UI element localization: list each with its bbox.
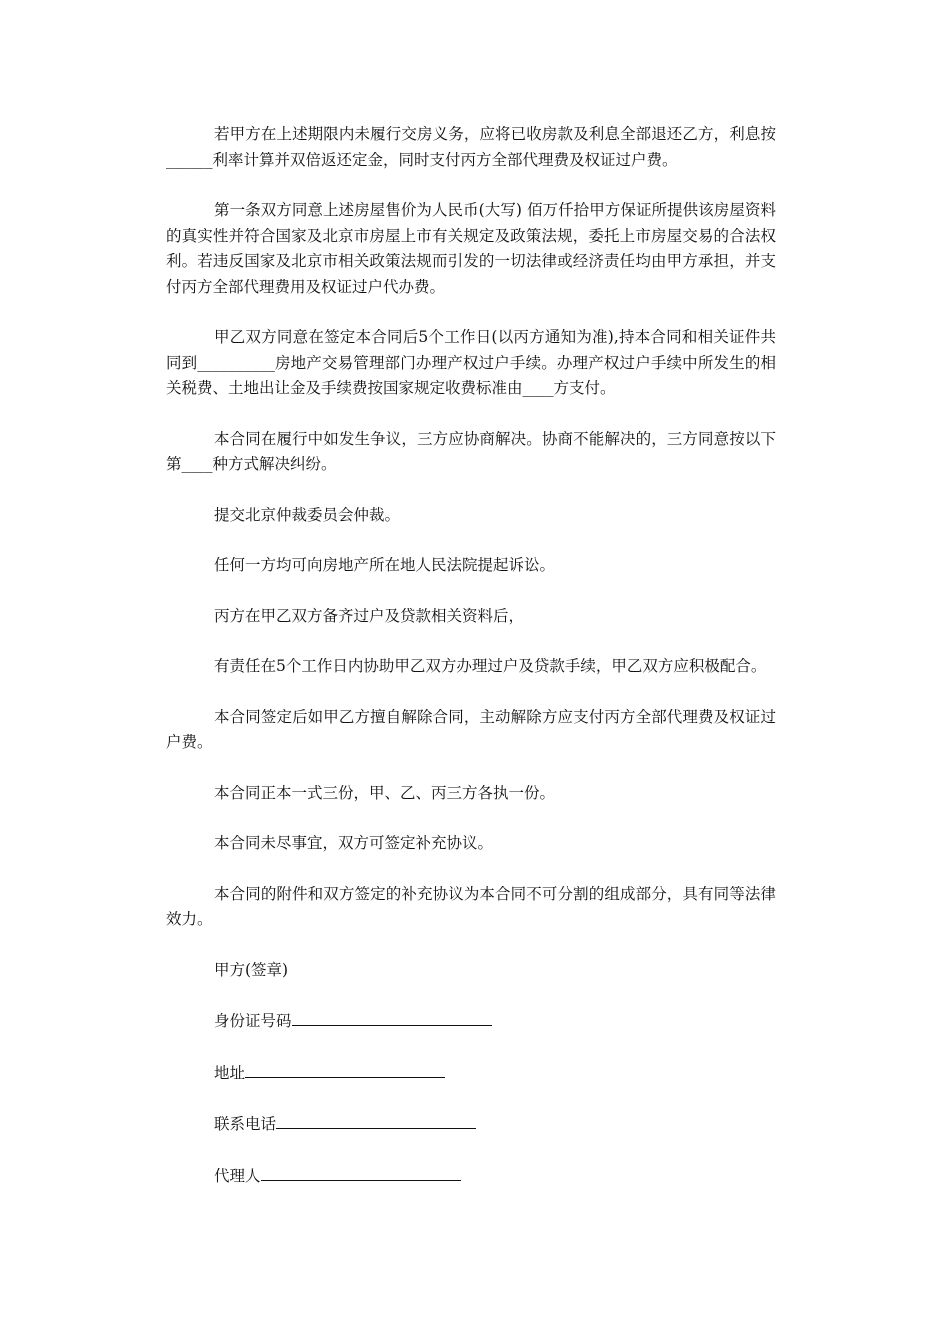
address-field [166, 1060, 776, 1087]
paragraph-supplement: 本合同未尽事宜，双方可签定补充协议。 [214, 834, 494, 852]
paragraph-arbitration-option: 提交北京仲裁委员会仲裁。 [214, 505, 401, 524]
phone-field [166, 1111, 776, 1138]
paragraph-agent-duty: 有责任在5个工作日内协助甲乙双方办理过户及贷款手续，甲乙双方应积极配合。 [214, 657, 767, 675]
paragraph-copies: 本合同正本一式三份，甲、乙、丙三方各执一份。 [214, 783, 556, 802]
paragraph-transfer-procedure: 甲乙双方同意在签定本合同后5个工作日(以丙方通知为准),持本合同和相关证件共同到__________房地产交易管理部门办理产权过户手续。办理产权过户手续中所发生的相关税费、土地出让金及手续费按国家规定收费标准由____方支付。 [166, 328, 776, 397]
party-a-signature-line [166, 958, 776, 984]
paragraph-agent-materials: 丙方在甲乙双方备齐过户及贷款相关资料后， [214, 606, 525, 625]
phone-blank[interactable] [276, 1111, 476, 1129]
phone-label: 联系电话 [214, 1115, 277, 1133]
paragraph-termination: 本合同签定后如甲乙方擅自解除合同，主动解除方应支付丙方全部代理费及权证过户费。 [166, 707, 776, 751]
address-label: 地址 [214, 1063, 246, 1082]
document-page [166, 122, 776, 1214]
agent-blank[interactable] [261, 1163, 461, 1181]
id-number-field [166, 1008, 776, 1035]
paragraph-litigation-option: 任何一方均可向房地产所在地人民法院提起诉讼。 [214, 556, 556, 574]
party-a-label: 甲方(签章) [214, 960, 289, 979]
paragraph-delivery-default: 若甲方在上述期限内未履行交房义务，应将已收房款及利息全部退还乙方，利息按______利率计算并双倍返还定金，同时支付丙方全部代理费及权证过户费。 [166, 125, 776, 169]
agent-label: 代理人 [214, 1166, 261, 1185]
id-number-blank[interactable] [292, 1008, 492, 1026]
address-blank[interactable] [245, 1060, 445, 1078]
id-number-label: 身份证号码 [214, 1012, 292, 1030]
agent-field [166, 1163, 776, 1190]
paragraph-price-article: 第一条双方同意上述房屋售价为人民币(大写) 佰万仟拾甲方保证所提供该房屋资料的真实性并符合国家及北京市房屋上市有关规定及政策法规，委托上市房屋交易的合法权利。若违反国家及北京市相关政策法规而引发的一切法律或经济责任均由甲方承担，并支付丙方全部代理费用及权证过户代办费。 [166, 201, 776, 296]
paragraph-dispute-resolution: 本合同在履行中如发生争议，三方应协商解决。协商不能解决的，三方同意按以下第____种方式解决纠纷。 [166, 429, 776, 473]
paragraph-attachments: 本合同的附件和双方签定的补充协议为本合同不可分割的组成部分，具有同等法律效力。 [166, 884, 776, 928]
